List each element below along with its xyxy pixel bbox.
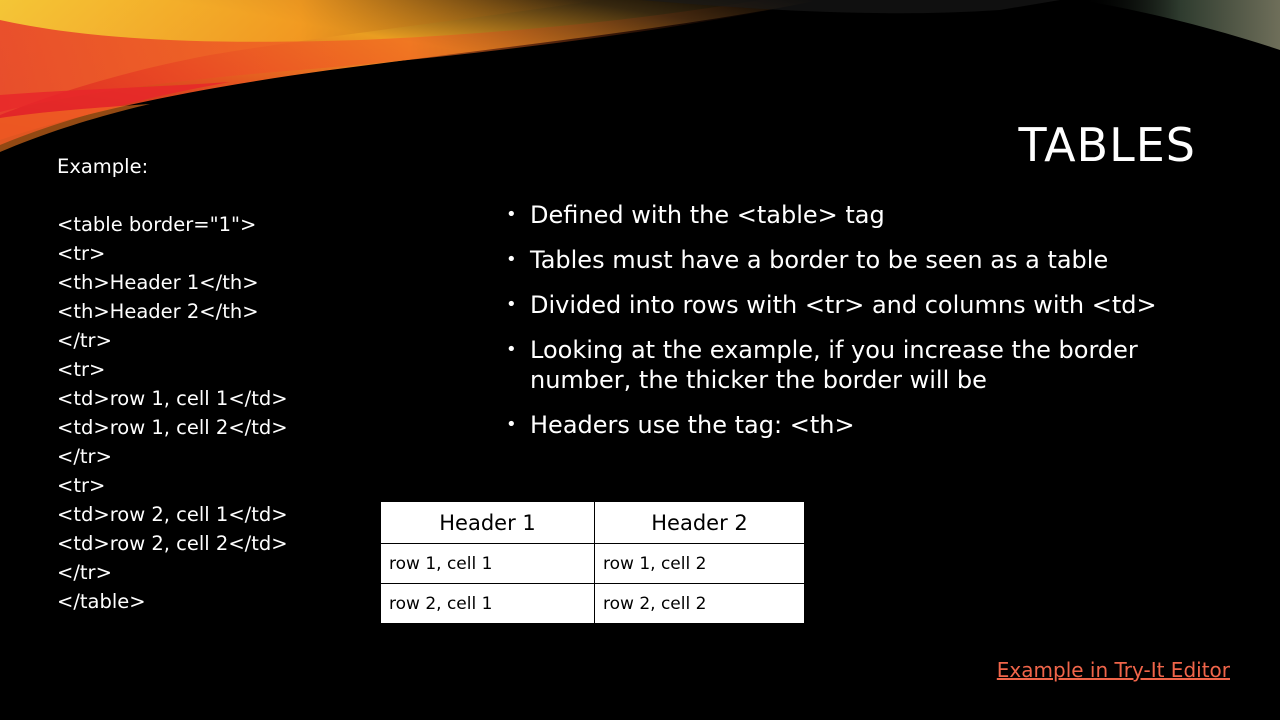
table-cell: row 1, cell 1 (381, 544, 595, 584)
code-line: <tr> (57, 358, 106, 381)
bullet-dot-icon: • (506, 204, 517, 225)
try-it-editor-link[interactable]: Example in Try-It Editor (996, 658, 1230, 682)
bullet-text: Defined with the <table> tag (530, 201, 885, 229)
bullet-dot-icon: • (506, 414, 517, 435)
bullet-text: Divided into rows with <tr> and columns with <td> (530, 291, 1157, 319)
code-example (57, 152, 288, 616)
code-line: <tr> (57, 474, 106, 497)
bullet-item (506, 410, 1246, 440)
table-row (381, 544, 805, 584)
bullet-item (506, 290, 1246, 320)
code-line: </tr> (57, 445, 112, 468)
code-line: <th>Header 1</th> (57, 271, 259, 294)
bullet-item (506, 245, 1246, 275)
table-header-cell: Header 2 (595, 502, 805, 544)
bullet-item (506, 335, 1246, 395)
code-line: <table border="1"> (57, 213, 257, 236)
slide-title: TABLES (1018, 118, 1196, 172)
table-row (381, 584, 805, 624)
bullet-text: Looking at the example, if you increase the border number, the thicker the border will be (530, 336, 1138, 394)
table-cell: row 2, cell 1 (381, 584, 595, 624)
code-line: <td>row 2, cell 1</td> (57, 503, 288, 526)
bullet-dot-icon: • (506, 339, 517, 360)
code-line: </tr> (57, 561, 112, 584)
bullet-item (506, 200, 1246, 230)
code-line: </tr> (57, 329, 112, 352)
bullet-dot-icon: • (506, 294, 517, 315)
table-cell: row 1, cell 2 (595, 544, 805, 584)
code-line: </table> (57, 590, 146, 613)
code-line (57, 181, 288, 210)
example-table (380, 501, 805, 624)
code-line: <th>Header 2</th> (57, 300, 259, 323)
bullet-text: Tables must have a border to be seen as a table (530, 246, 1109, 274)
bullet-dot-icon: • (506, 249, 517, 270)
table-header-row (381, 502, 805, 544)
bullet-text: Headers use the tag: <th> (530, 411, 855, 439)
code-line: <td>row 1, cell 2</td> (57, 416, 288, 439)
bullet-list (506, 200, 1246, 455)
code-line: <tr> (57, 242, 106, 265)
code-line: Example: (57, 155, 149, 178)
code-line: <td>row 2, cell 2</td> (57, 532, 288, 555)
table-cell: row 2, cell 2 (595, 584, 805, 624)
code-line: <td>row 1, cell 1</td> (57, 387, 288, 410)
table-header-cell: Header 1 (381, 502, 595, 544)
